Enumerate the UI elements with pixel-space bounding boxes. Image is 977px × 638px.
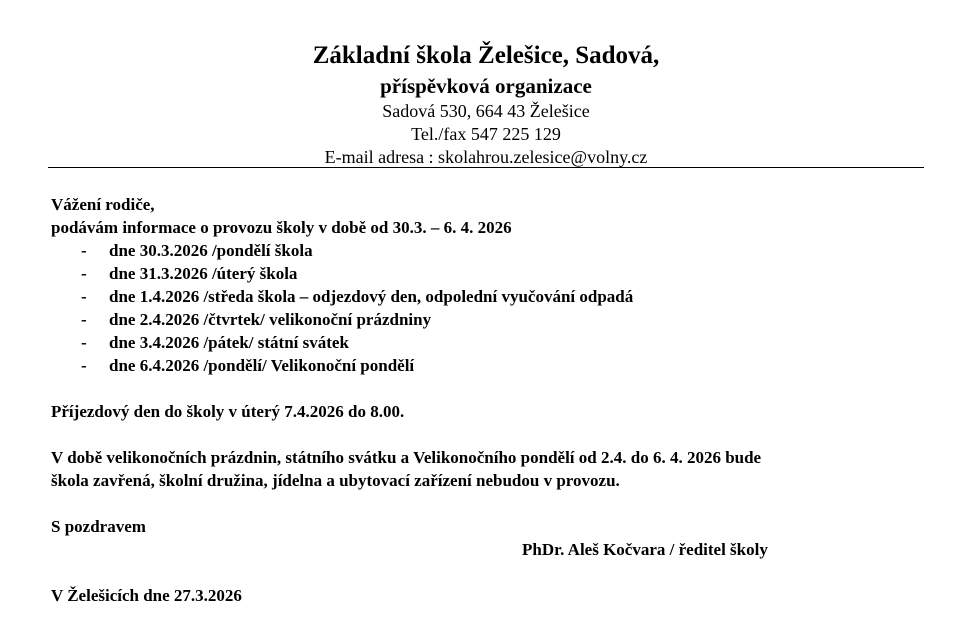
- school-email: E-mail adresa : skolahrou.zelesice@volny.cz: [324, 147, 648, 167]
- closure-notice-line-1: V době velikonočních prázdnin, státního svátku a Velikonočního pondělí od 2.4. do 6. 4. 2026 bude: [51, 448, 762, 467]
- greeting: Vážení rodiče,: [51, 195, 155, 214]
- spacer: [51, 377, 931, 400]
- list-item: [51, 331, 931, 354]
- schedule-list: [51, 239, 931, 377]
- closing-salutation: S pozdravem: [51, 517, 146, 536]
- list-item-text: dne 30.3.2026 /pondělí škola: [109, 241, 313, 260]
- list-item-text: dne 2.4.2026 /čtvrtek/ velikonoční prázdniny: [109, 310, 432, 329]
- list-marker: -: [81, 287, 87, 306]
- list-item: [51, 239, 931, 262]
- letter-body: [51, 193, 931, 607]
- school-subtitle: příspěvková organizace: [380, 74, 592, 98]
- list-item-text: dne 6.4.2026 /pondělí/ Velikonoční pondělí: [109, 356, 415, 375]
- list-item: [51, 308, 931, 331]
- list-marker: -: [81, 356, 87, 375]
- signature: PhDr. Aleš Kočvara / ředitel školy: [522, 540, 768, 559]
- list-marker: -: [81, 241, 87, 260]
- list-marker: -: [81, 264, 87, 283]
- list-item-text: dne 3.4.2026 /pátek/ státní svátek: [109, 333, 349, 352]
- place-and-date: V Želešicích dne 27.3.2026: [51, 586, 242, 605]
- closure-notice-line-2: škola zavřená, školní družina, jídelna a ubytovací zařízení nebudou v provozu.: [51, 471, 620, 490]
- list-marker: -: [81, 310, 87, 329]
- list-item: [51, 285, 931, 308]
- list-item: [51, 354, 931, 377]
- list-marker: -: [81, 333, 87, 352]
- intro-text: podávám informace o provozu školy v době od 30.3. – 6. 4. 2026: [51, 218, 512, 237]
- school-phone: Tel./fax 547 225 129: [411, 124, 561, 144]
- header-divider: [48, 167, 924, 168]
- letterhead: [48, 40, 924, 169]
- list-item: [51, 262, 931, 285]
- school-name: Základní škola Želešice, Sadová,: [312, 42, 660, 69]
- list-item-text: dne 31.3.2026 /úterý škola: [109, 264, 298, 283]
- spacer: [51, 423, 931, 446]
- arrival-notice: Příjezdový den do školy v úterý 7.4.2026 do 8.00.: [51, 402, 405, 421]
- school-address: Sadová 530, 664 43 Želešice: [382, 101, 590, 121]
- spacer: [51, 561, 931, 584]
- list-item-text: dne 1.4.2026 /středa škola – odjezdový den, odpolední vyučování odpadá: [109, 287, 634, 306]
- spacer: [51, 492, 931, 515]
